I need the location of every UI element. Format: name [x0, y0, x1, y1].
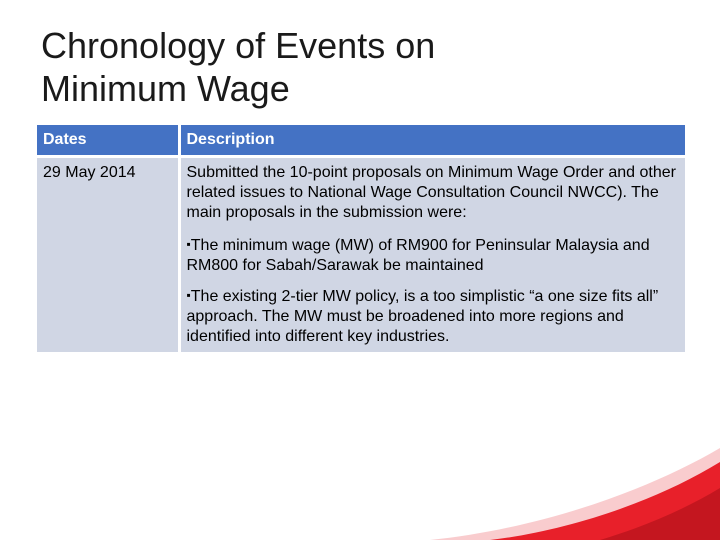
header-dates: Dates — [37, 125, 179, 157]
square-bullet-icon: ▪ — [186, 237, 191, 251]
proposal-point-text: The existing 2-tier MW policy, is a too simplistic “a one size fits all” approach. The MW must be broadened into more regions and identified into different key industries. — [186, 288, 659, 345]
title-line-1: Chronology of Events on — [41, 25, 436, 66]
proposal-point-text: The minimum wage (MW) of RM900 for Peninsular Malaysia and RM800 for Sabah/Sarawak be maintained — [186, 237, 650, 274]
cell-date: 29 May 2014 — [37, 157, 179, 353]
description-intro: Submitted the 10-point proposals on Minimum Wage Order and other related issues to National Wage Consultation Council NWCC). The main proposals in the submission were: — [186, 164, 676, 221]
header-description: Description — [179, 125, 685, 157]
title-line-2: Minimum Wage — [41, 68, 290, 109]
square-bullet-icon: ▪ — [186, 288, 191, 302]
